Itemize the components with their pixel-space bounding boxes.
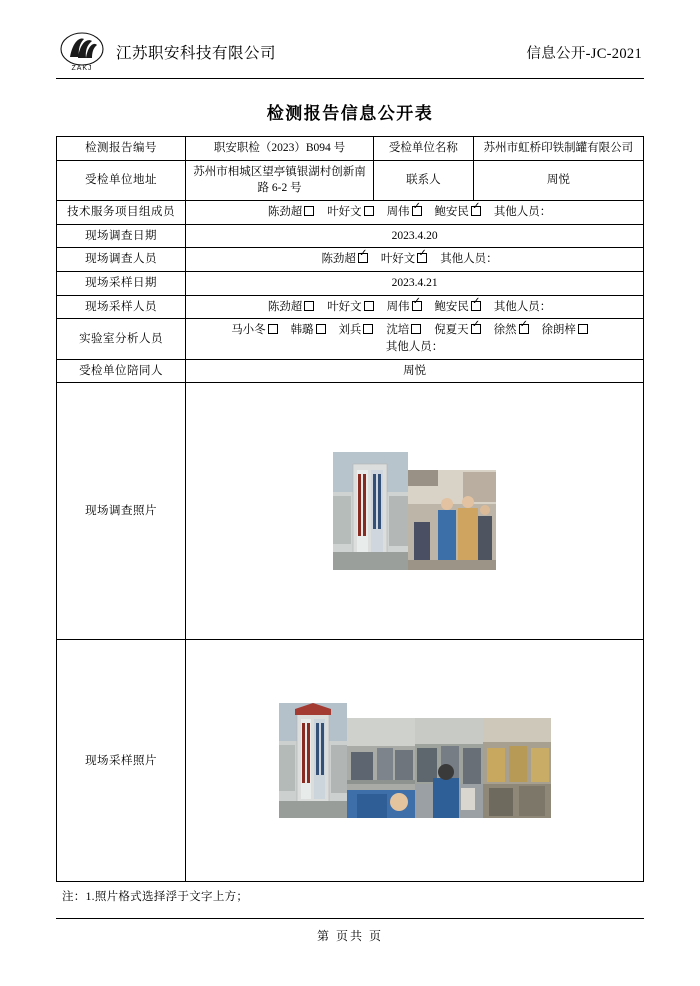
team-members [186,201,644,225]
lab-label: 实验室分析人员 [57,319,186,359]
checkbox[interactable] [519,324,529,334]
checkbox[interactable] [411,324,421,334]
member-entry[interactable]: 叶好文 [327,204,374,221]
team-others-label: 其他人员： [493,206,552,219]
table-row [57,272,644,296]
page-footer [56,918,644,944]
member-entry[interactable]: 刘兵 [338,322,373,339]
survey-date-value: 2023.4.20 [186,224,644,248]
workshop-sampling-photo-3 [483,718,551,818]
header-left [56,31,276,73]
table-row [57,248,644,272]
sampling-people-others-label: 其他人员： [493,300,552,313]
report-no-label: 检测报告编号 [57,137,186,161]
site-signboard-photo [279,703,347,818]
member-entry[interactable]: 鲍安民 ✓ [434,299,481,316]
checkbox[interactable] [471,324,481,334]
report-info-table [56,136,644,882]
lab-people [186,319,644,359]
checkbox[interactable] [358,253,368,263]
member-entry[interactable]: 陈劲超 [268,299,315,316]
table-row [57,359,644,383]
client-value: 苏州市虹桥印铁制罐有限公司 [473,137,643,161]
client-label: 受检单位名称 [373,137,473,161]
member-entry[interactable]: 徐然 ✓ [494,322,529,339]
member-entry[interactable]: 叶好文 [327,299,374,316]
checkbox[interactable] [412,301,422,311]
sampling-photo-group [190,703,639,818]
workshop-sampling-photo-1 [347,718,415,818]
survey-people-others-label: 其他人员： [440,253,498,266]
table-notes: 注：1.照片格式选择浮于文字上方； [62,891,249,904]
page-number: 第 页共 页 [316,929,383,943]
survey-people-label: 现场调查人员 [57,248,186,272]
checkbox[interactable] [268,324,278,334]
table-row [57,295,644,319]
member-entry[interactable]: 韩璐 [291,322,326,339]
survey-date-label: 现场调查日期 [57,224,186,248]
table-row [57,319,644,359]
escort-value: 周悦 [186,359,644,383]
survey-photos-label: 现场调查照片 [57,383,186,640]
report-no-value: 职安职检（2023）B094 号 [186,137,374,161]
sampling-people [186,295,644,319]
svg-text:ZAKJ: ZAKJ [71,65,93,72]
team-label: 技术服务项目组成员 [57,201,186,225]
member-entry[interactable]: 叶好文 ✓ [381,251,428,268]
sampling-date-value: 2023.4.21 [186,272,644,296]
sampling-people-label: 现场采样人员 [57,295,186,319]
address-value: 苏州市相城区望亭镇银湖村创新南路 6-2 号 [186,160,374,200]
address-label: 受检单位地址 [57,160,186,200]
page-header [56,28,644,78]
member-entry[interactable]: 倪夏天 ✓ [434,322,481,339]
workshop-sampling-photo-2 [415,718,483,818]
contact-value: 周悦 [473,160,643,200]
survey-photos-cell [186,383,644,640]
company-name: 江苏职安科技有限公司 [116,45,277,62]
page-title: 检测报告信息公开表 [266,104,434,123]
table-row [57,160,644,200]
sampling-photos-cell [186,640,644,882]
checkbox[interactable] [578,324,588,334]
survey-photo-group [190,452,639,570]
site-interview-photo [408,470,496,570]
checkbox[interactable] [417,253,427,263]
member-entry[interactable]: 陈劲超 [268,204,315,221]
table-row [57,224,644,248]
checkbox[interactable] [364,301,374,311]
sampling-date-label: 现场采样日期 [57,272,186,296]
table-row [57,137,644,161]
contact-label: 联系人 [373,160,473,200]
checkbox[interactable] [412,206,422,216]
table-row [57,640,644,882]
lab-others-label: 其他人员： [385,341,444,354]
member-entry[interactable]: 陈劲超 ✓ [321,251,368,268]
checkbox[interactable] [364,206,374,216]
checkbox[interactable] [471,301,481,311]
member-entry[interactable]: 沈培 [386,322,421,339]
site-signboard-photo [333,452,408,570]
survey-people [186,248,644,272]
member-entry[interactable]: 徐朗梓 [541,322,588,339]
table-row [57,201,644,225]
checkbox[interactable] [304,206,314,216]
member-entry[interactable]: 周伟 ✓ [387,299,422,316]
member-entry[interactable]: 周伟 ✓ [387,204,422,221]
company-logo-icon [56,31,108,73]
escort-label: 受检单位陪同人 [57,359,186,383]
member-entry[interactable]: 鲍安民 ✓ [434,204,481,221]
sampling-photos-label: 现场采样照片 [57,640,186,882]
checkbox[interactable] [316,324,326,334]
checkbox[interactable] [363,324,373,334]
document-code: 信息公开-JC-2021 [526,45,642,62]
checkbox[interactable] [471,206,481,216]
header-divider [56,78,644,79]
member-entry[interactable]: 马小冬 [231,322,278,339]
checkbox[interactable] [304,301,314,311]
table-row [57,383,644,640]
